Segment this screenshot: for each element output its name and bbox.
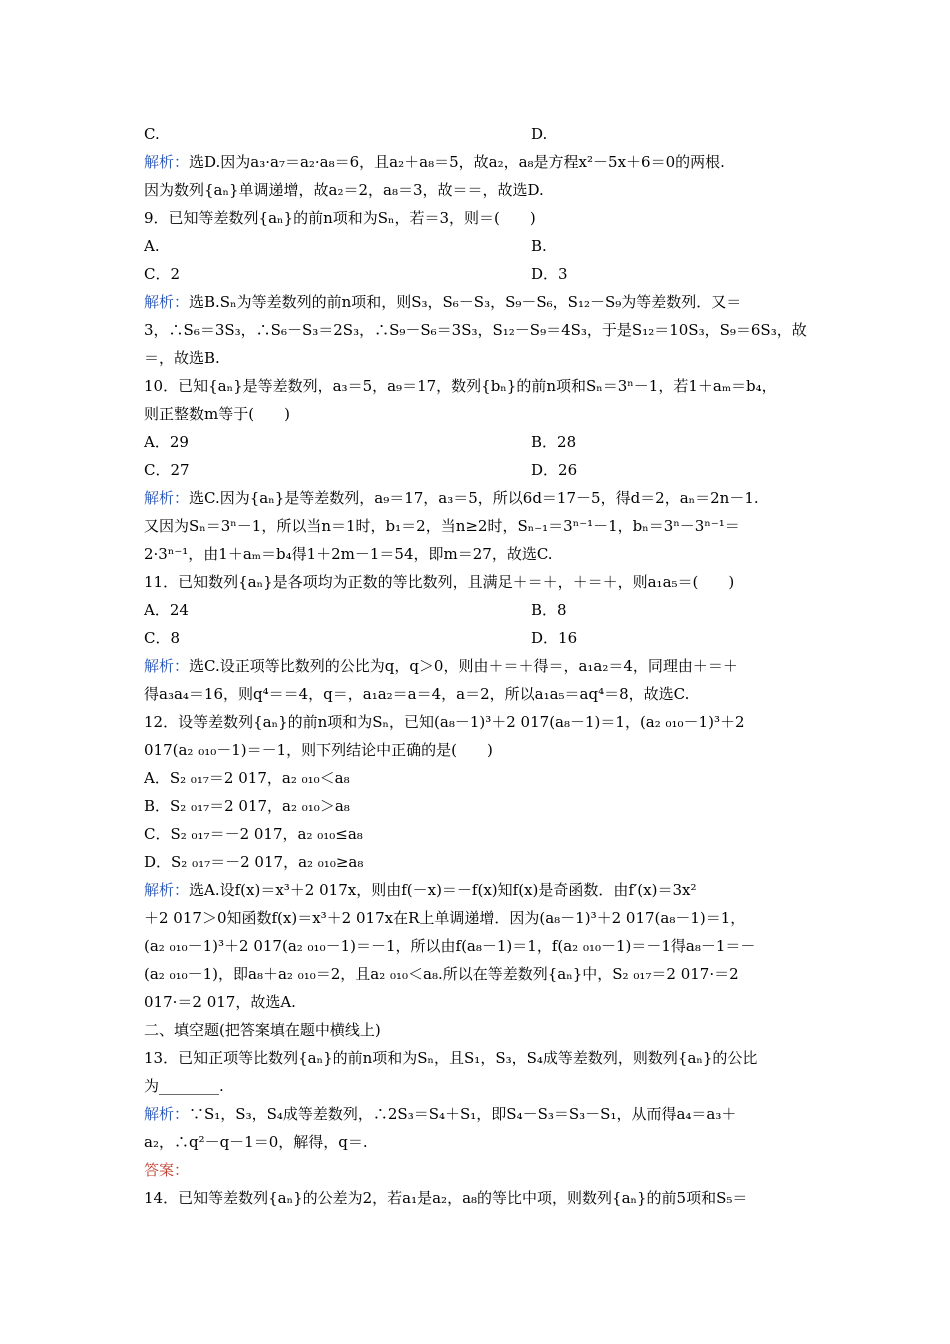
line-text: A．S₂ ₀₁₇＝2 017，a₂ ₀₁₀＜a₈	[144, 769, 350, 787]
text-line	[144, 1188, 814, 1208]
line-text: 为________.	[144, 1077, 224, 1095]
line-text: 10．已知{aₙ}是等差数列，a₃＝5，a₉＝17，数列{bₙ}的前n项和Sₙ＝3ⁿ－1，若1＋aₘ＝b₄，	[144, 377, 777, 395]
line-text: 因为数列{aₙ}单调递增，故a₂＝2，a₈＝3，故＝＝，故选D.	[144, 181, 544, 199]
text-line	[144, 516, 814, 536]
line-text: 选C.因为{aₙ}是等差数列，a₉＝17，a₃＝5，所以6d＝17－5，得d＝2，aₙ＝2n－1.	[189, 489, 759, 507]
option-right: B．8	[531, 601, 567, 619]
line-text: 则正整数m等于( )	[144, 405, 290, 423]
text-line	[144, 1160, 814, 1180]
line-text: 017(a₂ ₀₁₀－1)＝－1，则下列结论中正确的是( )	[144, 741, 493, 759]
text-line	[144, 432, 814, 452]
line-text: (a₂ ₀₁₀－1)，即a₈＋a₂ ₀₁₀＝2，且a₂ ₀₁₀＜a₈.所以在等差数列{aₙ}中，S₂ ₀₁₇＝2 017·＝2	[144, 965, 739, 983]
line-text: 12．设等差数列{aₙ}的前n项和为Sₙ，已知(a₈－1)³＋2 017(a₈－1)＝1，(a₂ ₀₁₀－1)³＋2	[144, 713, 745, 731]
line-text: (a₂ ₀₁₀－1)³＋2 017(a₂ ₀₁₀－1)＝－1，所以由f(a₈－1)＝1，f(a₂ ₀₁₀－1)＝－1得a₈－1＝－	[144, 937, 756, 955]
line-text: 又因为Sₙ＝3ⁿ－1，所以当n＝1时，b₁＝2，当n≥2时，Sₙ₋₁＝3ⁿ⁻¹－1，bₙ＝3ⁿ－3ⁿ⁻¹＝	[144, 517, 740, 535]
text-line	[144, 488, 814, 508]
text-line	[144, 712, 814, 732]
text-line	[144, 264, 814, 284]
text-line	[144, 1076, 814, 1096]
text-line	[144, 292, 814, 312]
line-text: B．S₂ ₀₁₇＝2 017，a₂ ₀₁₀＞a₈	[144, 797, 350, 815]
text-line	[144, 460, 814, 480]
text-line	[144, 348, 814, 368]
line-text: 14．已知等差数列{aₙ}的公差为2，若a₁是a₂，a₈的等比中项，则数列{aₙ}的前5项和S₅＝	[144, 1189, 748, 1207]
option-right: B.	[531, 237, 547, 255]
line-text: 选A.设f(x)＝x³＋2 017x，则由f(－x)＝－f(x)知f(x)是奇函数．由f′(x)＝3x²	[189, 881, 697, 899]
option-right: B．28	[531, 433, 577, 451]
text-line	[144, 1048, 814, 1068]
option-left: A．24	[144, 601, 189, 619]
line-text: ＋2 017＞0知函数f(x)＝x³＋2 017x在R上单调递增．因为(a₈－1)³＋2 017(a₈－1)＝1，	[144, 909, 746, 927]
line-text: a₂，∴q²－q－1＝0，解得，q＝.	[144, 1133, 368, 1151]
option-left: A．29	[144, 433, 189, 451]
text-line	[144, 740, 814, 760]
text-line	[144, 1132, 814, 1152]
text-line	[144, 656, 814, 676]
text-line	[144, 628, 814, 648]
line-text: 13．已知正项等比数列{aₙ}的前n项和为Sₙ，且S₁，S₃，S₄成等差数列，则数列{aₙ}的公比	[144, 1049, 758, 1067]
line-text: 选D.因为a₃·a₇＝a₂·a₈＝6，且a₂＋a₈＝5，故a₂，a₈是方程x²－5x＋6＝0的两根.	[189, 153, 725, 171]
line-text: 得a₃a₄＝16，则q⁴＝＝4，q＝，a₁a₂＝a＝4，a＝2，所以a₁a₅＝aq⁴＝8，故选C.	[144, 685, 690, 703]
text-line	[144, 404, 814, 424]
line-text: 11．已知数列{aₙ}是各项均为正数的等比数列，且满足＋＝＋，＋＝＋，则a₁a₅＝( )	[144, 573, 735, 591]
line-text: C．S₂ ₀₁₇＝－2 017，a₂ ₀₁₀≤a₈	[144, 825, 363, 843]
text-line	[144, 208, 814, 228]
text-line	[144, 236, 814, 256]
text-line	[144, 572, 814, 592]
text-line	[144, 152, 814, 172]
line-text: 二、填空题(把答案填在题中横线上)	[144, 1021, 381, 1039]
answer-label: 答案：	[144, 1161, 190, 1179]
text-line	[144, 600, 814, 620]
option-right: D.	[531, 125, 548, 143]
solution-label: 解析：	[144, 293, 190, 311]
line-text: ∵S₁，S₃，S₄成等差数列，∴2S₃＝S₄＋S₁，即S₄－S₃＝S₃－S₁，从而得a₄＝a₃＋	[189, 1105, 737, 1123]
text-line	[144, 320, 814, 340]
text-line	[144, 1020, 814, 1040]
solution-label: 解析：	[144, 881, 190, 899]
option-left: C．2	[144, 265, 181, 283]
text-line	[144, 796, 814, 816]
text-line	[144, 880, 814, 900]
solution-label: 解析：	[144, 153, 190, 171]
text-line	[144, 1104, 814, 1124]
text-line	[144, 684, 814, 704]
line-text: 3，∴S₆＝3S₃，∴S₆－S₃＝2S₃，∴S₉－S₆＝3S₃，S₁₂－S₉＝4S₃，于是S₁₂＝10S₃，S₉＝6S₃，故	[144, 321, 807, 339]
line-text: 9．已知等差数列{aₙ}的前n项和为Sₙ，若＝3，则＝( )	[144, 209, 536, 227]
text-line	[144, 824, 814, 844]
option-right: D．16	[531, 629, 578, 647]
line-text: 017·＝2 017，故选A.	[144, 993, 296, 1011]
option-left: C.	[144, 125, 160, 143]
solution-label: 解析：	[144, 1105, 190, 1123]
option-right: D．26	[531, 461, 578, 479]
solution-label: 解析：	[144, 489, 190, 507]
line-text: 2·3ⁿ⁻¹，由1＋aₘ＝b₄得1＋2m－1＝54，即m＝27，故选C.	[144, 545, 553, 563]
text-line	[144, 852, 814, 872]
text-line	[144, 180, 814, 200]
line-text: ＝，故选B.	[144, 349, 220, 367]
option-right: D．3	[531, 265, 568, 283]
option-left: C．27	[144, 461, 190, 479]
text-line	[144, 544, 814, 564]
option-left: C．8	[144, 629, 181, 647]
text-line	[144, 908, 814, 928]
solution-label: 解析：	[144, 657, 190, 675]
line-text: 选C.设正项等比数列的公比为q，q＞0，则由＋＝＋得＝，a₁a₂＝4，同理由＋＝＋	[189, 657, 738, 675]
text-line	[144, 992, 814, 1012]
text-line	[144, 936, 814, 956]
text-line	[144, 124, 814, 144]
text-line	[144, 768, 814, 788]
line-text: 选B.Sₙ为等差数列的前n项和，则S₃，S₆－S₃，S₉－S₆，S₁₂－S₉为等差数列．又＝	[189, 293, 742, 311]
text-line	[144, 376, 814, 396]
option-left: A.	[144, 237, 160, 255]
line-text: D．S₂ ₀₁₇＝－2 017，a₂ ₀₁₀≥a₈	[144, 853, 364, 871]
text-line	[144, 964, 814, 984]
